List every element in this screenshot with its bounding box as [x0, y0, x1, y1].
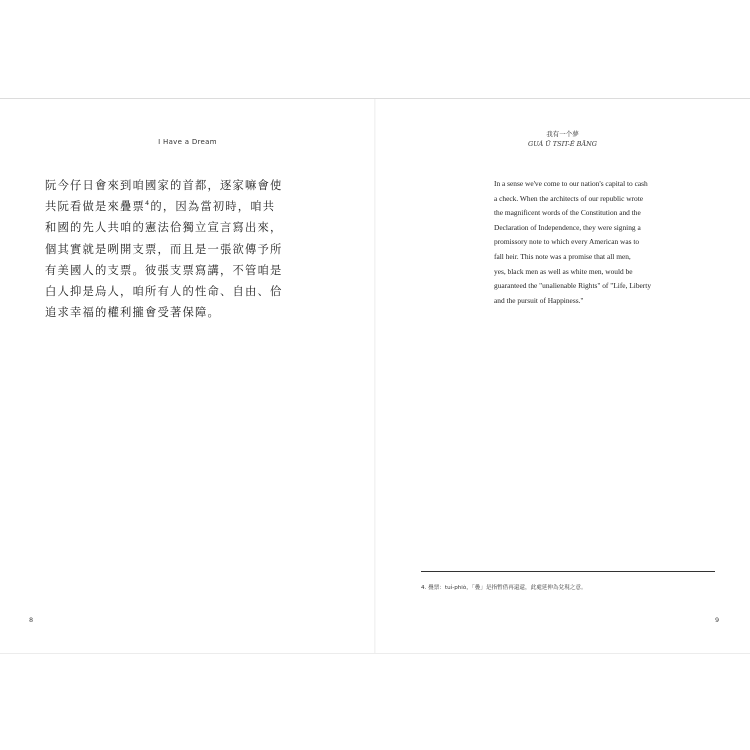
body-line: 有美國人的支票。彼張支票寫講，不管咱是: [45, 263, 283, 277]
body-line: and the pursuit of Happiness.": [494, 295, 584, 305]
left-body-text: [45, 175, 285, 323]
right-page-number: 9: [715, 616, 720, 624]
body-line: [45, 196, 285, 217]
right-body-text: [494, 177, 714, 308]
book-gutter: [374, 99, 376, 653]
body-line: promissory note to which every American was to: [494, 237, 640, 247]
body-line: 追求幸福的權利攏會受著保障。: [45, 306, 220, 320]
body-line-end: 的，因為當初時，咱共: [150, 200, 276, 214]
body-line: yes, black men as well as white men, would be: [494, 266, 633, 276]
body-line: 和國的先人共咱的憲法佮獨立宣言寫出來，: [45, 221, 283, 235]
body-line: 白人抑是烏人，咱所有人的性命、自由、佮: [45, 285, 283, 299]
book-spread: [0, 98, 750, 654]
running-head-romanized: GUÁ Ū TSIT-Ê BĀNG: [528, 140, 597, 148]
footnote: 4. 疊票：tui̍-phiò，「疊」是指暫借再還還，此處延伸為兌現之意。: [421, 585, 587, 591]
left-running-head: I Have a Dream: [158, 138, 217, 146]
right-running-head: [375, 129, 750, 149]
footnote-divider: [421, 571, 715, 572]
body-line-start: 共阮看做是來疊票: [45, 200, 145, 214]
body-line: In a sense we've come to our nation's capital to cash: [494, 179, 648, 188]
left-page-number: 8: [29, 616, 34, 624]
running-head-chinese: 我有一个夢: [546, 130, 579, 138]
body-line: fall heir. This note was a promise that all men,: [494, 251, 631, 261]
body-line: a check. When the architects of our republic wrote: [494, 193, 644, 203]
body-line: 個其實就是咧開支票，而且是一張欲傳予所: [45, 242, 283, 256]
body-line: 阮今仔日會來到咱國家的首都，逐家嘛會使: [45, 179, 283, 192]
body-line: Declaration of Independence, they were signing a: [494, 222, 641, 232]
body-line: the magnificent words of the Constitution and the: [494, 208, 641, 218]
body-line: guaranteed the "unalienable Rights" of "Life, Liberty: [494, 281, 652, 291]
footnote-marker[interactable]: 4: [144, 199, 151, 208]
